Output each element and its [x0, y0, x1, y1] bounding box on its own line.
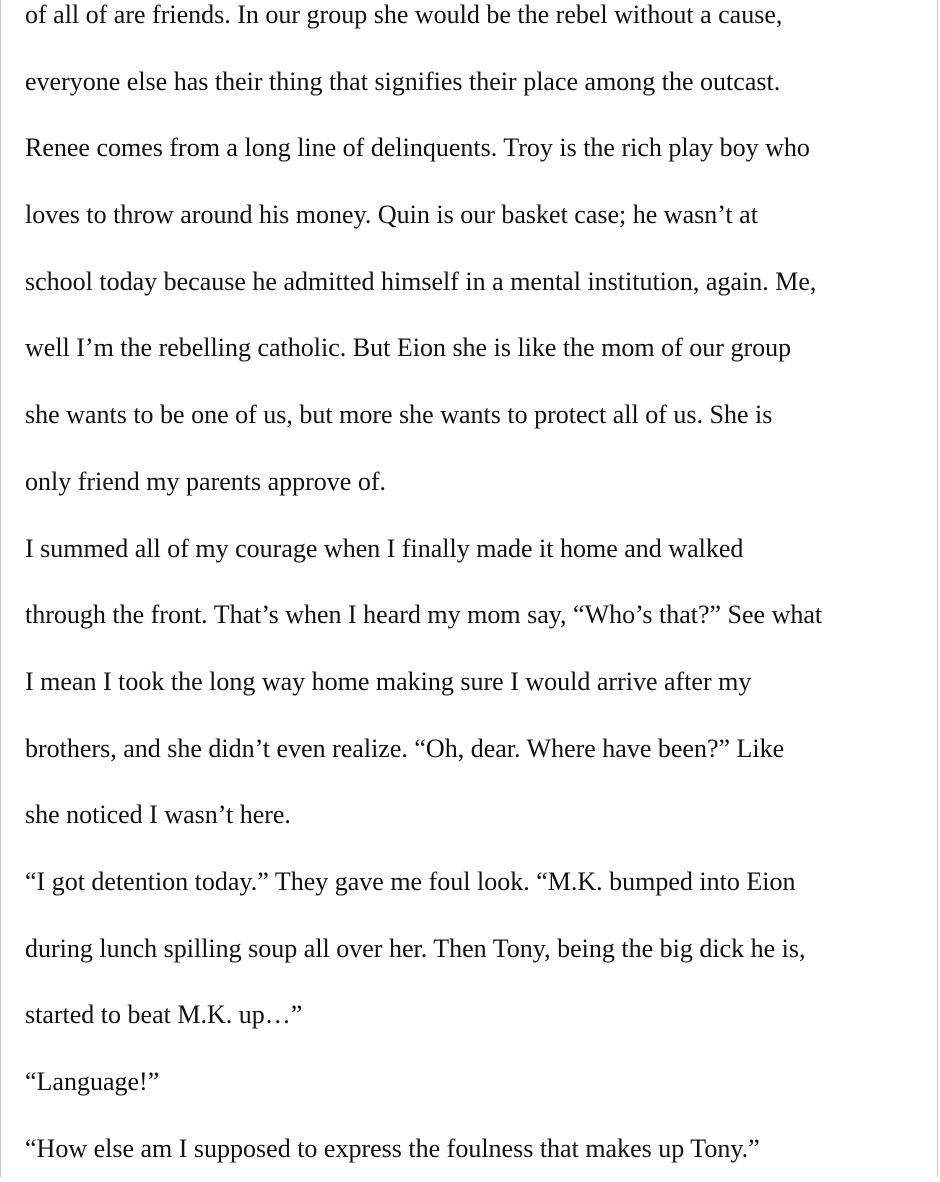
- text-line: she wants to be one of us, but more she wants to protect all of us. She is: [25, 400, 773, 430]
- text-line: well I’m the rebelling catholic. But Eion she is like the mom of our group: [25, 333, 792, 363]
- text-line: “Language!”: [25, 1067, 160, 1096]
- text-line: during lunch spilling soup all over her. Then Tony, being the big dick he is,: [25, 933, 806, 963]
- document-body: [25, 0, 925, 1182]
- text-line: she noticed I wasn’t here.: [25, 800, 291, 830]
- text-line: school today because he admitted himself in a mental institution, again. Me,: [25, 266, 817, 296]
- text-line: only friend my parents approve of.: [25, 466, 387, 496]
- text-line: started to beat M.K. up…”: [25, 1000, 303, 1030]
- text-line: Renee comes from a long line of delinquents. Troy is the rich play boy who: [25, 133, 810, 163]
- text-line: everyone else has their thing that signifies their place among the outcast.: [25, 66, 781, 96]
- text-line: through the front. That’s when I heard my mom say, “Who’s that?” See what: [25, 600, 823, 630]
- text-line: I mean I took the long way home making sure I would arrive after my: [25, 666, 752, 696]
- text-line: loves to throw around his money. Quin is our basket case; he wasn’t at: [25, 200, 758, 230]
- text-line: of all of are friends. In our group she would be the rebel without a cause,: [25, 0, 783, 29]
- text-line: I summed all of my courage when I finally made it home and walked: [25, 533, 744, 563]
- text-line: brothers, and she didn’t even realize. “Oh, dear. Where have been?” Like: [25, 733, 785, 763]
- text-line: “How else am I supposed to express the foulness that makes up Tony.”: [25, 1133, 760, 1163]
- text-line: “I got detention today.” They gave me foul look. “M.K. bumped into Eion: [25, 866, 796, 896]
